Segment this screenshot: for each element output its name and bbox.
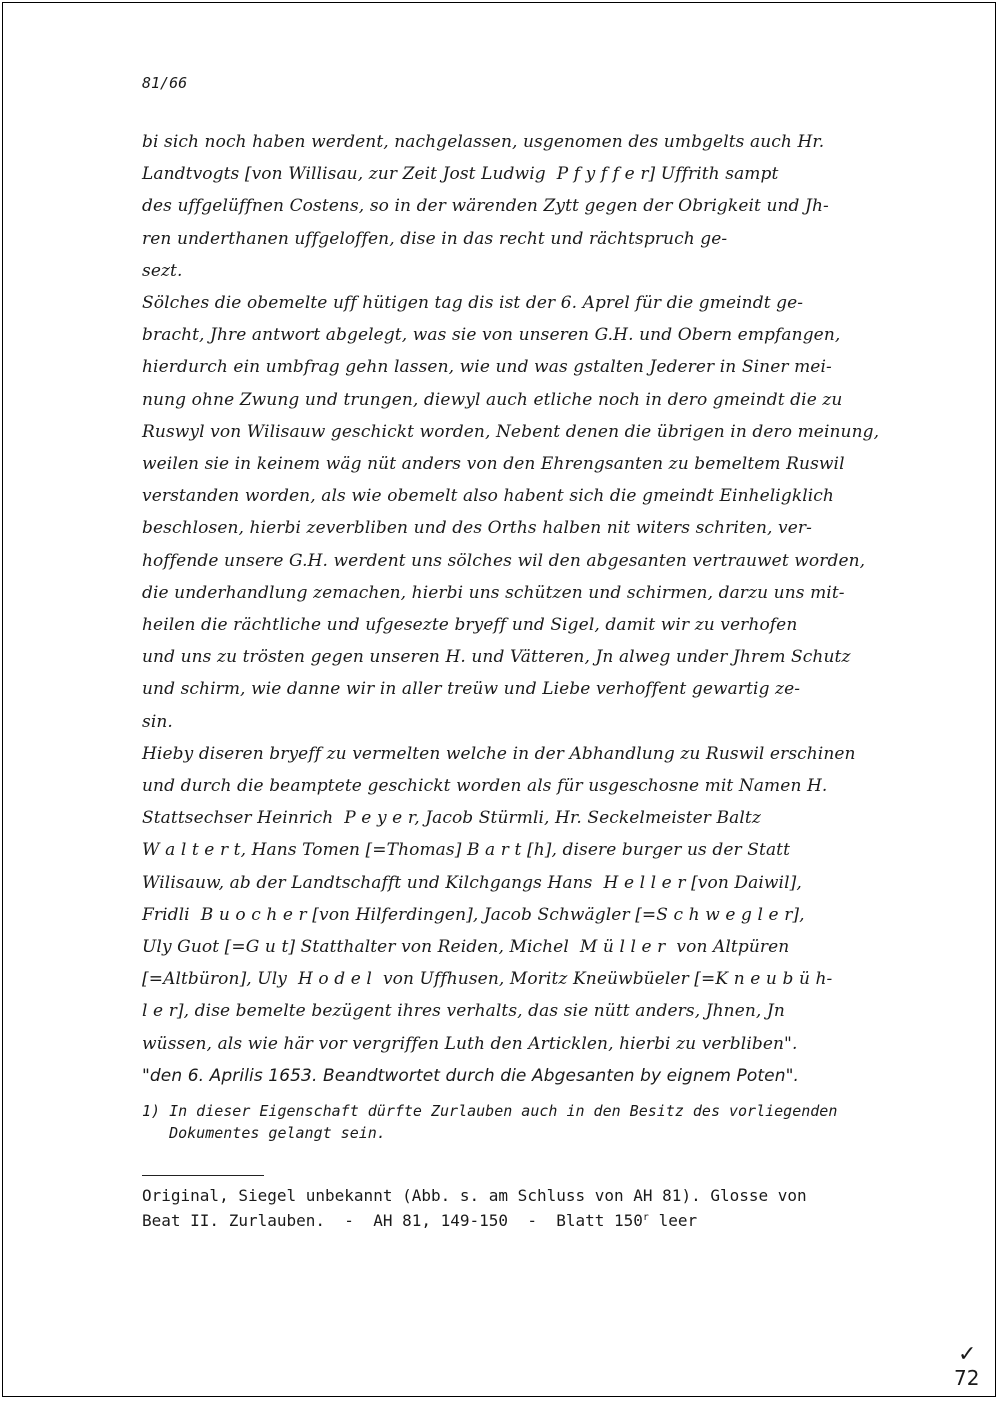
text-line: [=Altbüron], Uly H o d e l von Uffhusen, Moritz Kneüwbüeler [=K n e u b ü h- bbox=[142, 969, 833, 990]
text-line: nung ohne Zwung und trungen, diewyl auch etliche noch in dero gmeindt die zu bbox=[142, 389, 843, 410]
source-note bbox=[142, 1185, 932, 1232]
page-number: 81/66 bbox=[142, 74, 188, 92]
text-line: weilen sie in keinem wäg nüt anders von den Ehrengsanten zu bemeltem Ruswil bbox=[142, 454, 845, 475]
text-line: Fridli B u o c h e r [von Hilferdingen], Jacob Schwägler [=S c h w e g l e r], bbox=[142, 904, 805, 925]
text-line: sin. bbox=[142, 711, 173, 732]
text-line: hoffende unsere G.H. werdent uns sölches wil den abgesanten vertrauwet worden, bbox=[142, 550, 866, 571]
text-line: des uffgelüffnen Costens, so in der wärenden Zytt gegen der Obrigkeit und Jh- bbox=[142, 196, 829, 217]
text-line: Wilisauw, ab der Landtschafft und Kilchgangs Hans H e l l e r [von Daiwil], bbox=[142, 872, 802, 893]
text-line: Ruswyl von Wilisauw geschickt worden, Nebent denen die übrigen in dero meinung, bbox=[142, 421, 880, 442]
text-line: Sölches die obemelte uff hütigen tag dis ist der 6. Aprel für die gmeindt ge- bbox=[142, 293, 804, 314]
text-line: sezt. bbox=[142, 260, 183, 281]
text-line: die underhandlung zemachen, hierbi uns schützen und schirmen, darzu uns mit- bbox=[142, 582, 845, 603]
footnote-divider bbox=[142, 1175, 264, 1176]
text-line: hierdurch ein umbfrag gehn lassen, wie und was gstalten Jederer in Siner mei- bbox=[142, 357, 832, 378]
folio-recto-mark: r bbox=[642, 1212, 649, 1223]
text-line: heilen die rächtliche und ufgesezte bryeff und Sigel, damit wir zu verhofen bbox=[142, 615, 798, 636]
body-text bbox=[142, 126, 932, 1092]
text-line: beschlosen, hierbi zeverbliben und des Orths halben nit witers schriten, ver- bbox=[142, 518, 812, 539]
footnote-line: Dokumentes gelangt sein. bbox=[142, 1124, 386, 1142]
footnote bbox=[142, 1100, 932, 1144]
text-line: und schirm, wie danne wir in aller treüw und Liebe verhoffent gewartig ze- bbox=[142, 679, 801, 700]
source-note-line bbox=[142, 1207, 932, 1232]
text-line: l e r], dise bemelte bezügent ihres verhalts, das sie nütt anders, Jhnen, Jn bbox=[142, 1001, 785, 1022]
text-line: wüssen, als wie här vor vergriffen Luth den Articklen, hierbi zu verbliben". bbox=[142, 1033, 798, 1054]
text-line: Landtvogts [von Willisau, zur Zeit Jost Ludwig P f y f f e r] Uffrith sampt bbox=[142, 164, 779, 185]
text-line: Uly Guot [=G u t] Statthalter von Reiden, Michel M ü l l e r von Altpüren bbox=[142, 937, 790, 958]
text-line: bi sich noch haben werdent, nachgelassen, usgenomen des umbgelts auch Hr. bbox=[142, 132, 825, 152]
text-line: ren underthanen uffgeloffen, dise in das recht und rächtspruch ge- bbox=[142, 228, 728, 249]
source-note-line: Original, Siegel unbekannt (Abb. s. am Schluss von AH 81). Glosse von bbox=[142, 1186, 807, 1205]
text-line: verstanden worden, als wie obemelt also habent sich die gmeindt Einheligklich bbox=[142, 486, 834, 507]
text-line: Hieby diseren bryeff zu vermelten welche in der Abhandlung zu Ruswil erschinen bbox=[142, 743, 856, 764]
source-note-text-end: leer bbox=[648, 1211, 698, 1230]
text-line: Stattsechser Heinrich P e y e r, Jacob Stürmli, Hr. Seckelmeister Baltz bbox=[142, 808, 761, 829]
source-note-text: Beat II. Zurlauben. - AH 81, 149-150 - Blatt 150 bbox=[142, 1211, 643, 1230]
text-line: und durch die beamptete geschickt worden als für usgeschosne mit Namen H. bbox=[142, 776, 828, 797]
text-line: bracht, Jhre antwort abgelegt, was sie von unseren G.H. und Obern empfangen, bbox=[142, 325, 841, 346]
footnote-line: 1) In dieser Eigenschaft dürfte Zurlauben auch in den Besitz des vorliegenden bbox=[142, 1102, 838, 1120]
text-line: und uns zu trösten gegen unseren H. und Vätteren, Jn alweg under Jhrem Schutz bbox=[142, 647, 851, 668]
check-mark-icon: ✓ bbox=[958, 1342, 977, 1367]
gloss-line: "den 6. Aprilis 1653. Beandtwortet durch die Abgesanten by eignem Poten". bbox=[142, 1065, 800, 1086]
archive-number: 72 bbox=[954, 1366, 980, 1390]
text-line: W a l t e r t, Hans Tomen [=Thomas] B a r t [h], disere burger us der Statt bbox=[142, 840, 791, 861]
